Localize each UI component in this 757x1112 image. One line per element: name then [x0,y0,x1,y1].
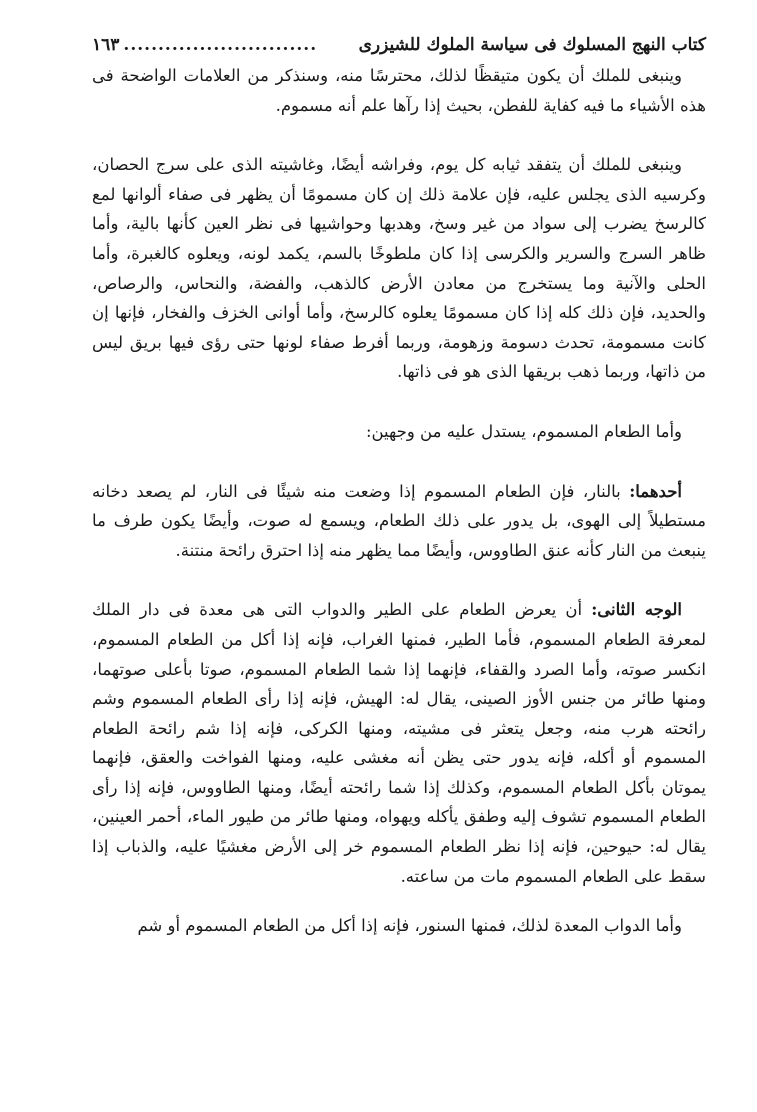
paragraph-animals: وأما الدواب المعدة لذلك، فمنها السنور، فإنه إذا أكل من الطعام المسموم أو شم [137,916,682,936]
first-method-heading: أحدهما: [629,481,682,501]
paragraph-second-method [92,595,706,891]
book-title: كتاب النهج المسلوك فى سياسة الملوك للشيزرى [358,35,706,55]
running-header [92,30,706,61]
paragraph-first-method [92,477,706,566]
header-leader-dots: ............................ [123,35,318,55]
second-method-text: أن يعرض الطعام على الطير والدواب التى هى معدة فى دار الملك لمعرفة الطعام المسموم، فأما الطير، فمنها الغراب، فإنه إذا أكل من الطعام المسموم، انكسر صوته، وأما الصرد والقفاء، فإنهما إذا شما الطعام المسموم، صوتا بأعلى صوتهما، ومنها طائر من جنس الأوز الصينى، يقال له: الهيش، فإنه إذا رأى الطعام المسموم وشم رائحته هرب منه، وجعل يتعثر فى مشيته، ومنها الكركى، فإنه إذا شم رائحة الطعام المسموم أو أكله، فإنه يدور حتى يظن أنه مغشى عليه، ومنها الفواخت والعقق، فإنهما يموتان بأكل الطعام المسموم، وكذلك إذا شما رائحته أيضًا، ومنها الطاووس، فإنه إذا رأى الطعام المسموم تشوف إليه وطفق يأكله ويهواه، ومنها طائر من طيور الماء، أحمر العينين، يقال له: حيوحين، فإنه إذا نظر الطعام المسموم خر إلى الأرض مغشيًا عليه، والذباب إذا سقط على الطعام المسموم مات من ساعته. [92,600,706,886]
second-method-heading: الوجه الثانى: [591,600,683,620]
book-page [92,30,706,941]
page-number: ١٦٣ [92,35,120,55]
paragraph-intro: وينبغى للملك أن يكون متيقظًا لذلك، محترسًا منه، وسنذكر من العلامات الواضحة فى هذه الأشياء ما فيه كفاية للفطن، بحيث إذا رآها علم أنه مسموم. [92,66,706,115]
paragraph-clothing-signs: وينبغى للملك أن يتفقد ثيابه كل يوم، وفراشه أيضًا، وغاشيته الذى على سرج الحصان، وكرسيه الذى يجلس عليه، فإن علامة ذلك إن كان مسمومًا أن يظهر فى صفاء ألوانها لمع كالرسخ يضرب إلى سواد من غير وسخ، وهدبها وحواشيها فى نظر العين كأنها بالية، وأما ظاهر السرج والسرير والكرسى إذا كان ملطوخًا بالسم، يكمد لونه، ويعلوه كالغبرة، وأما الحلى والآنية وما يستخرج من معادن الأرض كالذهب، والفضة، والنحاس، والرصاص، والحديد، فإن ذلك كله إذا كان مسمومًا يعلوه كالرسخ، وأما أوانى الخزف والفخار، فإنها إن كانت مسمومة، تحدث دسومة وزهومة، وربما أفرط صفاء لونها حتى رؤى فيها بريق ليس من ذاتها، وربما ذهب بريقها الذى هو فى ذاتها. [92,155,706,382]
paragraph-food-intro: وأما الطعام المسموم، يستدل عليه من وجهين: [365,421,682,441]
first-method-text: بالنار، فإن الطعام المسموم إذا وضعت منه شيئًا فى النار، لم يصعد دخانه مستطيلاً إلى الهوى، بل يدور على ذلك الطعام، ويسمع له صوت، وأيضًا يكون طرف ما ينبعث من النار كأنه عنق الطاووس، وأيضًا مما يظهر منه إذا احترق رائحة منتنة. [92,481,706,560]
